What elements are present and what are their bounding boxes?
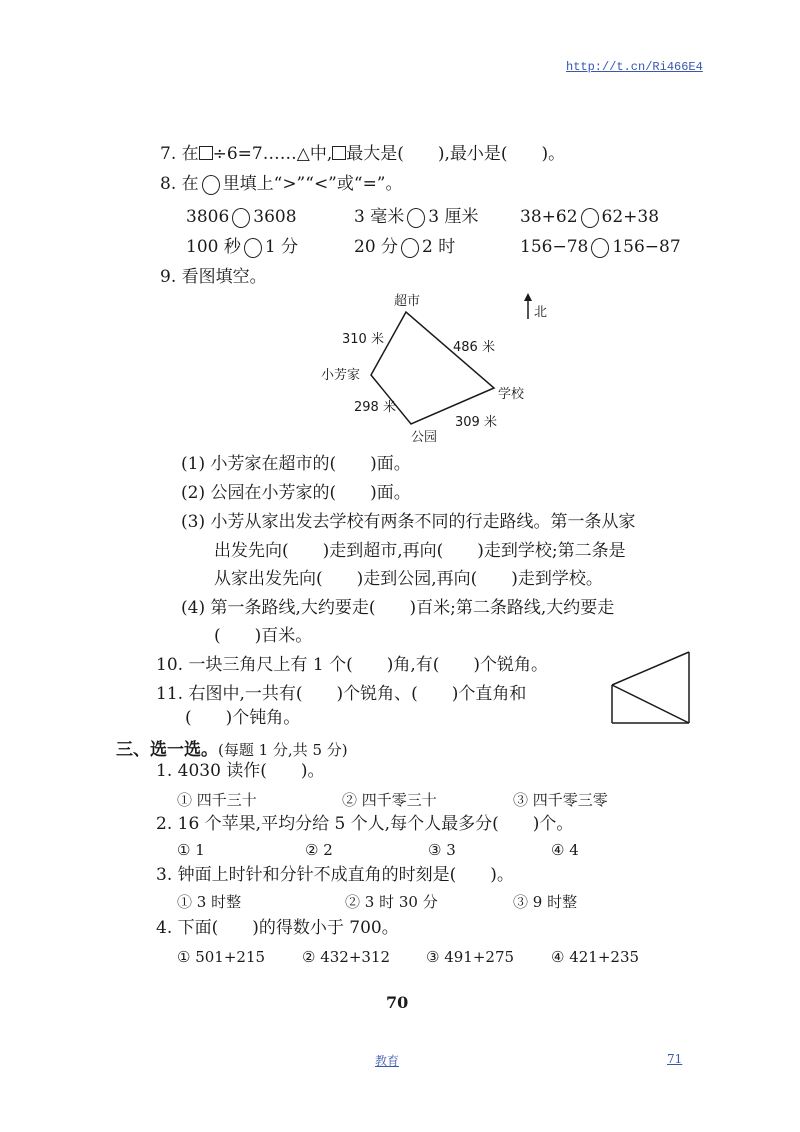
- q9-sub-3-line-2: 出发先向( )走到超市,再向( )走到学校;第二条是: [214, 541, 626, 561]
- q8-item: 38+62 62+38: [520, 207, 660, 227]
- q9-sub-3-line-3: 从家出发先向( )走到公园,再向( )走到学校。: [214, 569, 603, 589]
- compare-circle: [581, 208, 599, 228]
- choice-2-stem: 2. 16 个苹果,平均分给 5 个人,每个人最多分( )个。: [156, 814, 574, 834]
- q7-part-a: 7. 在: [160, 144, 199, 164]
- header-link[interactable]: http://t.cn/Ri466E4: [566, 60, 703, 74]
- choice-4-option: ③ 491+275: [426, 948, 515, 966]
- section-3-title: 三、选一选。: [116, 740, 218, 760]
- compare-circle: [232, 208, 250, 228]
- q9-sub-4-line-2: ( )百米。: [214, 626, 313, 646]
- q8-item: 20 分 2 时: [354, 237, 456, 257]
- q7-part-c: 最大是( ),最小是( )。: [346, 144, 566, 164]
- label-school: 学校: [498, 387, 525, 402]
- blank-box: [332, 146, 346, 160]
- compare-circle: [407, 208, 425, 228]
- choice-3-option: ② 3 时 30 分: [345, 893, 438, 911]
- choice-2-option: ④ 4: [551, 841, 579, 859]
- footer-page-number[interactable]: 71: [667, 1052, 683, 1066]
- q9-sub-4-line-1: (4) 第一条路线,大约要走( )百米;第二条路线,大约要走: [181, 598, 615, 618]
- q8-stem-a: 8. 在: [160, 174, 199, 194]
- choice-3-option: ③ 9 时整: [513, 893, 578, 911]
- distance-park-school: 309 米: [455, 415, 497, 430]
- choice-4-option: ② 432+312: [302, 948, 391, 966]
- question-11-line-2: ( )个钝角。: [185, 708, 301, 728]
- angle-figure: [604, 647, 698, 729]
- compare-circle: [401, 238, 419, 258]
- choice-4-option: ① 501+215: [177, 948, 266, 966]
- label-north: 北: [534, 305, 548, 320]
- compare-circle: [591, 238, 609, 258]
- q8-item: 156−78 156−87: [520, 237, 681, 257]
- distance-supermarket-school: 486 米: [453, 340, 495, 355]
- q8-item: 3 毫米 3 厘米: [354, 207, 479, 227]
- page-number: 70: [386, 993, 409, 1012]
- question-9-stem: 9. 看图填空。: [160, 267, 267, 287]
- compare-circle: [244, 238, 262, 258]
- question-7: [160, 143, 565, 165]
- section-3-heading: [116, 735, 348, 760]
- q8-item: 3806 3608: [186, 207, 297, 227]
- north-arrow-head: [524, 293, 532, 301]
- choice-2-option: ③ 3: [428, 841, 456, 859]
- choice-2-option: ② 2: [305, 841, 333, 859]
- q9-sub-1: (1) 小芳家在超市的( )面。: [181, 454, 411, 474]
- q8-item: 100 秒 1 分: [186, 237, 299, 257]
- blank-box: [199, 146, 213, 160]
- choice-4-option: ④ 421+235: [551, 948, 640, 966]
- compare-circle: [202, 175, 220, 195]
- choice-1-option: ② 四千零三十: [342, 791, 437, 809]
- distance-home-supermarket: 310 米: [342, 332, 384, 347]
- question-10: 10. 一块三角尺上有 1 个( )角,有( )个锐角。: [156, 655, 548, 675]
- label-home: 小芳家: [321, 368, 361, 383]
- distance-home-park: 298 米: [354, 400, 396, 415]
- choice-1-option: ③ 四千零三零: [513, 791, 608, 809]
- question-8-stem: [160, 173, 403, 195]
- question-11-line-1: 11. 右图中,一共有( )个锐角、( )个直角和: [156, 684, 527, 704]
- choice-1-stem: 1. 4030 读作( )。: [156, 761, 325, 781]
- label-park: 公园: [411, 430, 438, 445]
- choice-4-stem: 4. 下面( )的得数小于 700。: [156, 918, 399, 938]
- footer-link[interactable]: 教育: [375, 1054, 400, 1068]
- choice-3-stem: 3. 钟面上时针和分针不成直角的时刻是( )。: [156, 865, 514, 885]
- label-supermarket: 超市: [394, 294, 421, 309]
- q8-stem-b: 里填上“>”“<”或“=”。: [222, 174, 403, 194]
- section-3-note: (每题 1 分,共 5 分): [218, 741, 348, 759]
- q9-sub-2: (2) 公园在小芳家的( )面。: [181, 483, 411, 503]
- q7-part-b: ÷6=7……△中,: [212, 144, 333, 164]
- choice-2-option: ① 1: [177, 841, 205, 859]
- route-map: [300, 285, 580, 450]
- choice-1-option: ① 四千三十: [177, 791, 257, 809]
- q9-sub-3-line-1: (3) 小芳从家出发去学校有两条不同的行走路线。第一条从家: [181, 512, 636, 532]
- choice-3-option: ① 3 时整: [177, 893, 242, 911]
